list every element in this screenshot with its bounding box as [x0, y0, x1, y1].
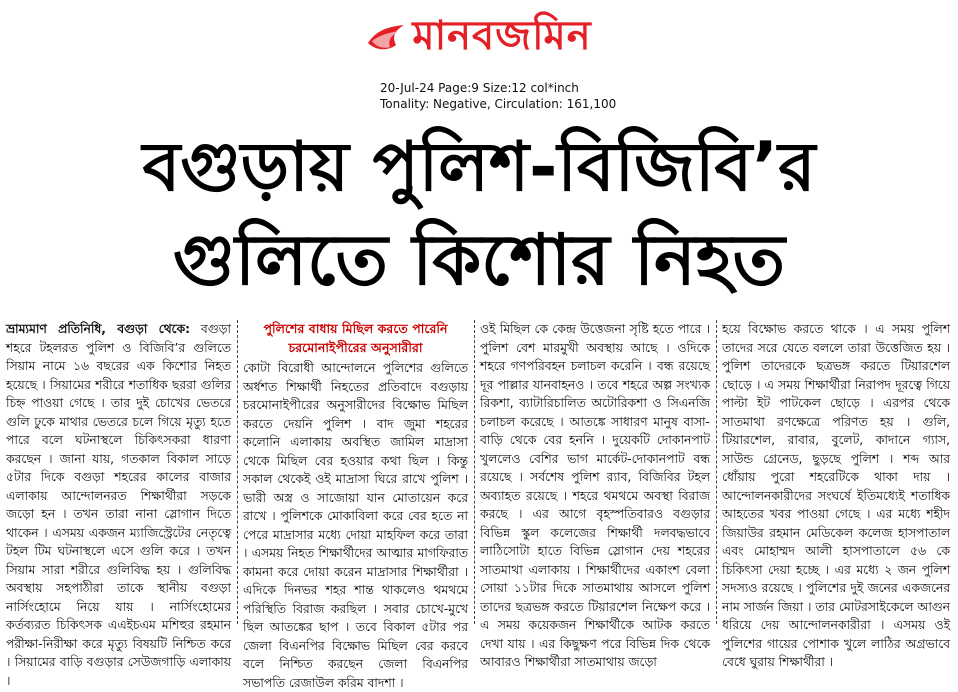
logo-text: মানবজমিন [412, 12, 592, 59]
byline: ভ্রাম্যমাণ প্রতিনিধি, বগুড়া থেকে: [6, 322, 190, 336]
clipping-meta [380, 80, 616, 112]
column-2-text: কোটা বিরোধী আন্দোলনে পুলিশের গুলিতে অর্ধশত শিক্ষার্থী নিহতের প্রতিবাদে বগুড়ায় চরমোনাইপীরের অনুসারীদের বিক্ষোভ মিছিল করতে দেয়নি পুলিশ । বাদ জুমা শহরের কলোনি এলাকায় অবস্থিত জামিল মাদ্রাসা থেকে মিছিল বের হওয়ার কথা ছিল । কিন্তু সকাল থেকেই ওই মাদ্রাসা ঘিরে রাখে পুলিশ । ভারী অস্ত্র ও সাজোয়া যান মোতায়েন করে রাখে । পুলিশকে মোকাবিলা করে বের হতে না পেরে মাদ্রাসার মধ্যে দোয়া মাহফিল করে তারা । এসময় নিহত শিক্ষার্থীদের আত্মার মাগফিরাত কামনা করে দোয়া করেন মাদ্রাসার শিক্ষার্থীরা । এদিকে দিনভর শহর শান্ত থাকলেও থমথমে পরিস্থিতি বিরাজ করছিল । সবার চোখে-মুখে ছিল আতঙ্কের ছাপ । তবে বিকাল ৫টার পর জেলা বিএনপির বিক্ষোভ মিছিল বের করবে বলে নিশ্চিত করছেন জেলা বিএনপির সভাপতি রেজাউল করিম বাদশা । [243, 361, 468, 690]
meta-tonality: Tonality: Negative, Circulation: 161,100 [380, 97, 617, 111]
column-divider [474, 320, 475, 624]
newspaper-logo [366, 4, 591, 71]
article-column-3 [480, 320, 710, 669]
meta-date-size: 20-Jul-24 Page:9 Size:12 col*inch [380, 81, 579, 95]
article-column-4 [722, 320, 950, 669]
column-3-text: ওই মিছিল কে কেন্দ্র উত্তেজনা সৃষ্টি হতে পারে । পুলিশ বেশ মারমুখী অবস্থায় আছে । ওদিকে শহরে গণপরিবহন চলাচল করেনি । বন্ধ রয়েছে দূর পাল্লার যানবাহনও । তবে শহরে অল্প সংখ্যক রিকশা, ব্যাটারিচালিত অটোরিকশা ও সিএনজি চলাচল করেছে । আতঙ্কে সাধারণ মানুষ বাসা-বাড়ি থেকে বের হননি । দুয়েকটি দোকানপাট খুললেও বেশির ভাগ মার্কেট-দোকানপাট বন্ধ রয়েছে । সর্বশেষ পুলিশ র‌্যাব, বিজিবির টহল অব্যাহত রয়েছে । শহরে থমথমে অবস্থা বিরাজ করছে । এর আগে বৃহস্পতিবারও বগুড়ার বিভিন্ন স্কুল কলেজের শিক্ষার্থী দলবদ্ধভাবে লাঠিসোটা হাতে বিভিন্ন স্লোগান দেয় শহরের সাতমাথা এলাকায় । শিক্ষার্থীদের একাংশ বেলা সোয়া ১১টার দিকে সাতমাথায় আসলে পুলিশ তাদের ছত্রভঙ্গ করতে টিয়ারশেল নিক্ষেপ করে । এ সময় কয়েকজন শিক্ষার্থীকে আটক করতে দেখা যায় । এর কিছুক্ষণ পরে বিভিন্ন দিক থেকে আবারও শিক্ষার্থীরা সাতমাথায় জড়ো [480, 322, 710, 669]
column-1-text: বগুড়া শহরে টহলরত পুলিশ ও বিজিবি’র গুলিতে সিয়াম নামে ১৬ বছরের এক কিশোর নিহত হয়েছে । সিয়ামের শরীরে শতাধিক ছররা গুলির চিহ্ন পাওয়া গেছে । তার দুই চোখের ভেতরে গুলি ঢুকে মাথার ভেতরে চলে গিয়ে মৃত্যু হতে পারে বলে ঘটনাস্থলে চিকিৎসকরা ধারণা করছেন । জানা যায়, গতকাল বিকাল সাড়ে ৫টার দিকে বগুড়া শহরের কালের বাজার এলাকায় আন্দোলনরত শিক্ষার্থীরা সড়কে জড়ো হন । তখন তারা নানা স্লোগান দিতে থাকেন । এসময় একজন ম্যাজিস্ট্রেটের নেতৃত্বে টহল টিম ঘটনাস্থলে এসে গুলি করে । তখন সিয়াম সারা শরীরে গুলিবিদ্ধ হয় । গুলিবিদ্ধ অবস্থায় সহপাঠীরা তাকে স্থানীয় বগুড়া নার্সিংহোমে নিয়ে যায় । নার্সিংহোমের কর্তব্যরত চিকিৎসক এএইচএম মশিহুর রহমান পরীক্ষা-নিরীক্ষা করে মৃত্যু বিষয়টি নিশ্চিত করে । সিয়ামের বাড়ি বগুড়ার সেউজগাড়ি এলাকায় । [6, 322, 231, 688]
flame-icon [366, 21, 406, 55]
masthead [0, 4, 958, 71]
headline-line-1: বগুড়ায় পুলিশ-বিজিবি’র [142, 128, 816, 207]
column-4-text: হয়ে বিক্ষোভ করতে থাকে । এ সময় পুলিশ তাদের সরে যেতে বললে তারা উত্তেজিত হয় । পুলিশ তাদেরকে ছত্রভঙ্গ করতে টিয়ারশেল ছোড়ে । এ সময় শিক্ষার্থীরা নিরাপদ দূরত্বে গিয়ে পাল্টা ইট পাটকেল ছোড়ে । এরপর থেকে সাতমাথা রণক্ষেত্রে পরিণত হয় । গুলি, টিয়ারশেল, রাবার, বুলেট, কাদানে গ্যাস, সাউন্ড গ্রেনেড, ছুড়ছে পুলিশ । শব্দ আর ধোঁয়ায় পুরো শহরেটিকে থাকা দায় । আন্দোলনকারীদের সংঘর্ষে ইতিমধ্যেই শতাধিক আহতের খবর পাওয়া গেছে । এর মধ্যে শহীদ জিয়াউর রহমান মেডিকেল কলেজ হাসপাতাল এবং মোহাম্মদ আলী হাসপাতালে ৫৬ কে চিকিৎসা দেয়া হচ্ছে । এর মধ্যে ২ জন পুলিশ সদস্যও রয়েছে । পুলিশের দুই জনের একজনের নাম সার্জন জিয়া । তার মোটরসাইকেলে আগুন ধরিয়ে দেয় আন্দোলনকারীরা । এসময় ওই পুলিশের গায়ের পোশাক খুলে লাঠির অগ্রভাবে বেধে ঘুরায় শিক্ষার্থীরা । [722, 322, 950, 669]
column-divider [237, 320, 238, 624]
article-column-1 [6, 320, 231, 688]
subheadline: পুলিশের বাধায় মিছিল করতে পারেনি চরমোনাইপীরের অনুসারীরা [263, 321, 448, 355]
column-divider [716, 320, 717, 624]
article-column-2 [243, 320, 468, 690]
headline-line-2: গুলিতে কিশোর নিহত [172, 219, 786, 301]
